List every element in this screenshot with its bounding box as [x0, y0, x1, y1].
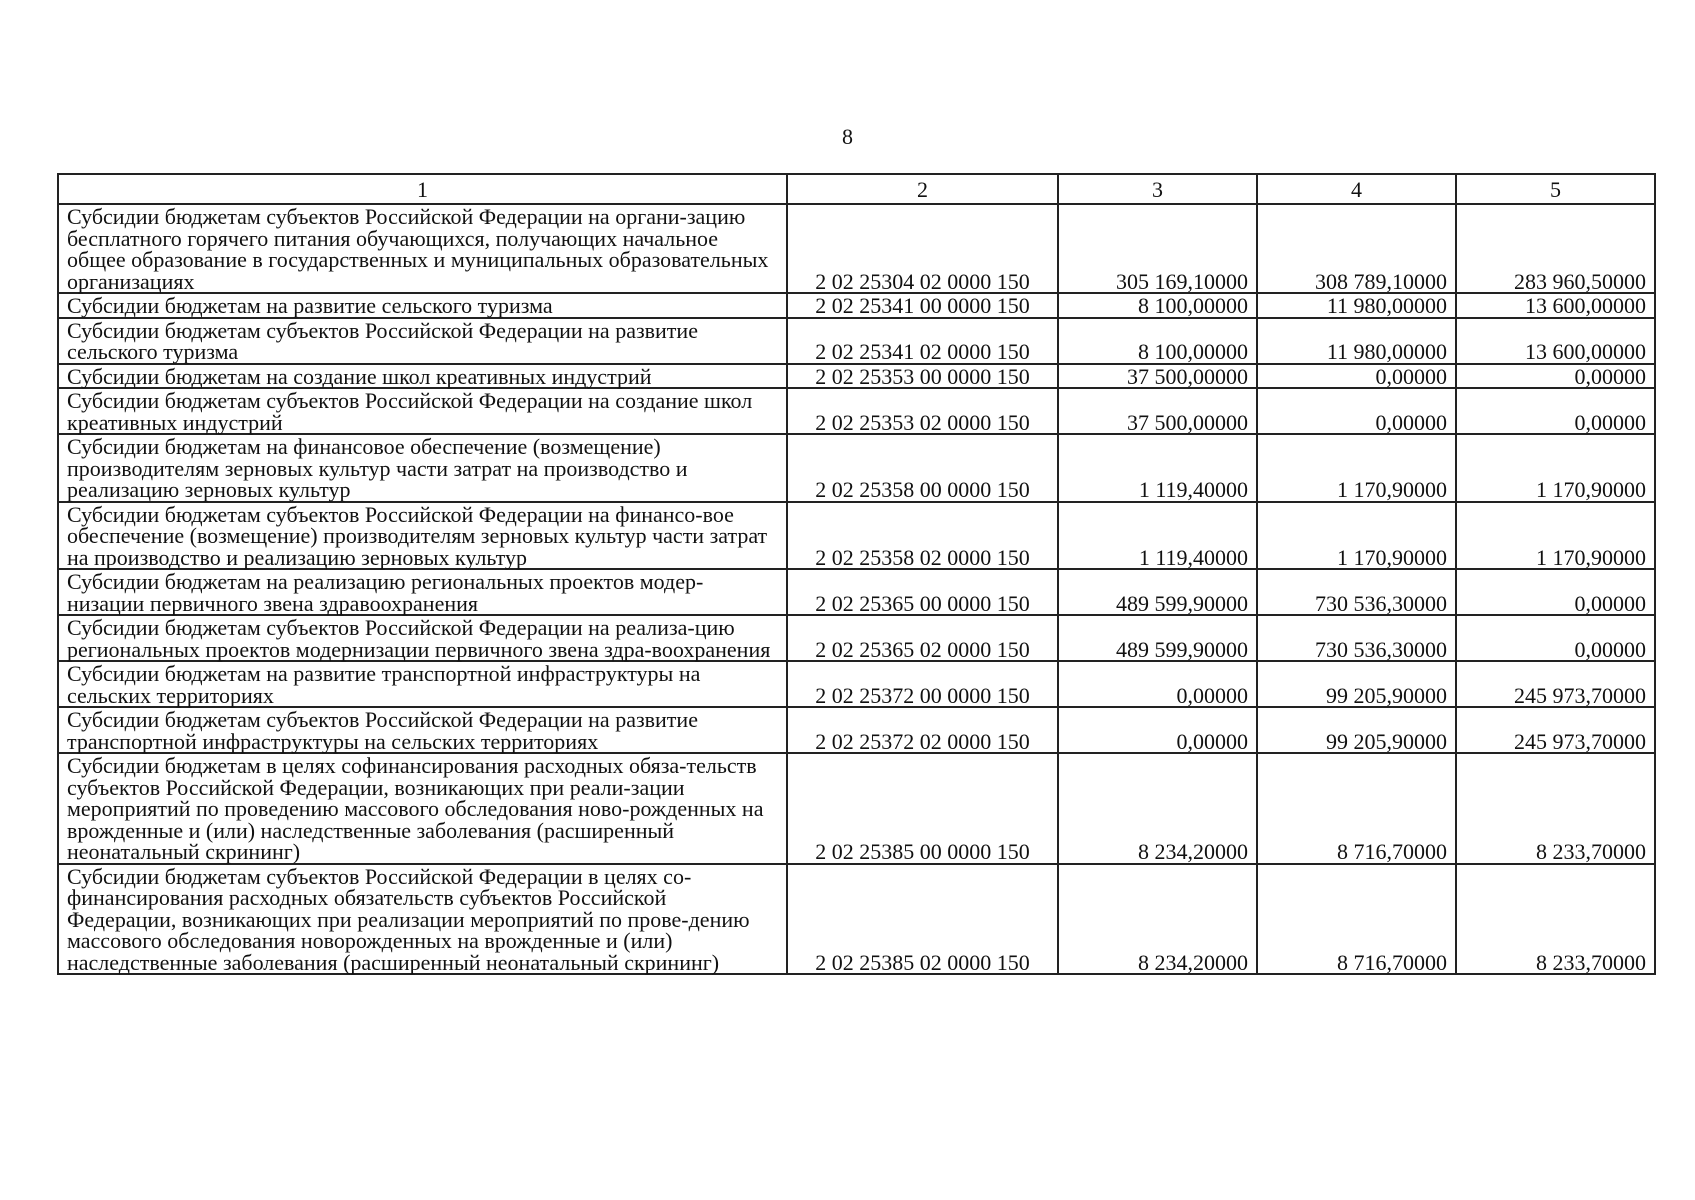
row-value-col4: 0,00000 [1257, 388, 1456, 434]
row-value-col3: 1 119,40000 [1058, 502, 1257, 570]
row-value-col3: 37 500,00000 [1058, 388, 1257, 434]
row-value-col3: 8 234,20000 [1058, 864, 1257, 975]
row-budget-code: 2 02 25358 00 0000 150 [787, 434, 1058, 502]
table-row [58, 388, 1655, 434]
row-budget-code: 2 02 25385 02 0000 150 [787, 864, 1058, 975]
table-row [58, 707, 1655, 753]
table-row [58, 864, 1655, 975]
column-header-2: 2 [787, 174, 1058, 204]
table-row [58, 293, 1655, 318]
row-value-col4: 8 716,70000 [1257, 753, 1456, 864]
row-budget-code: 2 02 25353 02 0000 150 [787, 388, 1058, 434]
row-value-col3: 1 119,40000 [1058, 434, 1257, 502]
row-value-col5: 13 600,00000 [1456, 318, 1655, 364]
row-value-col3: 0,00000 [1058, 661, 1257, 707]
row-value-col4: 1 170,90000 [1257, 502, 1456, 570]
row-budget-code: 2 02 25372 00 0000 150 [787, 661, 1058, 707]
row-description: Субсидии бюджетам субъектов Российской Федерации на финансо-вое обеспечение (возмещение) производителям зерновых культур части затрат на производство и реализацию зерновых культур [58, 502, 787, 570]
row-description: Субсидии бюджетам субъектов Российской Федерации на реализа-цию региональных проектов модернизации первичного звена здра-воохранения [58, 615, 787, 661]
table-header-row [58, 174, 1655, 204]
row-budget-code: 2 02 25365 00 0000 150 [787, 569, 1058, 615]
row-value-col3: 489 599,90000 [1058, 615, 1257, 661]
budget-table [57, 173, 1656, 975]
row-value-col5: 8 233,70000 [1456, 753, 1655, 864]
row-value-col3: 8 234,20000 [1058, 753, 1257, 864]
row-value-col4: 730 536,30000 [1257, 615, 1456, 661]
row-value-col3: 305 169,10000 [1058, 204, 1257, 293]
row-description: Субсидии бюджетам субъектов Российской Федерации на создание школ креативных индустрий [58, 388, 787, 434]
row-budget-code: 2 02 25385 00 0000 150 [787, 753, 1058, 864]
table-row [58, 318, 1655, 364]
row-value-col5: 1 170,90000 [1456, 434, 1655, 502]
column-header-3: 3 [1058, 174, 1257, 204]
column-header-5: 5 [1456, 174, 1655, 204]
row-budget-code: 2 02 25304 02 0000 150 [787, 204, 1058, 293]
row-budget-code: 2 02 25353 00 0000 150 [787, 364, 1058, 389]
row-description: Субсидии бюджетам на создание школ креативных индустрий [58, 364, 787, 389]
row-description: Субсидии бюджетам субъектов Российской Федерации на органи-зацию бесплатного горячего питания обучающихся, получающих начальное общее образование в государственных и муниципальных образовательных организациях [58, 204, 787, 293]
row-description: Субсидии бюджетам субъектов Российской Федерации на развитие сельского туризма [58, 318, 787, 364]
row-value-col3: 0,00000 [1058, 707, 1257, 753]
row-value-col3: 8 100,00000 [1058, 318, 1257, 364]
row-value-col5: 0,00000 [1456, 569, 1655, 615]
table-row [58, 753, 1655, 864]
row-value-col4: 11 980,00000 [1257, 293, 1456, 318]
row-value-col4: 730 536,30000 [1257, 569, 1456, 615]
row-description: Субсидии бюджетам в целях софинансирования расходных обяза-тельств субъектов Российской Федерации, возникающих при реали-зации мероприятий по проведению массового обследования ново-рожденных на врожденные и (или) наследственные заболевания (расширенный неонатальный скрининг) [58, 753, 787, 864]
row-value-col3: 37 500,00000 [1058, 364, 1257, 389]
table-row [58, 502, 1655, 570]
row-value-col4: 11 980,00000 [1257, 318, 1456, 364]
column-header-4: 4 [1257, 174, 1456, 204]
row-value-col5: 0,00000 [1456, 364, 1655, 389]
column-header-1: 1 [58, 174, 787, 204]
row-budget-code: 2 02 25372 02 0000 150 [787, 707, 1058, 753]
row-value-col4: 99 205,90000 [1257, 707, 1456, 753]
row-budget-code: 2 02 25358 02 0000 150 [787, 502, 1058, 570]
row-description: Субсидии бюджетам на развитие сельского туризма [58, 293, 787, 318]
table-row [58, 364, 1655, 389]
row-value-col4: 0,00000 [1257, 364, 1456, 389]
row-description: Субсидии бюджетам на развитие транспортной инфраструктуры на сельских территориях [58, 661, 787, 707]
table-row [58, 569, 1655, 615]
page-number: 8 [842, 124, 853, 149]
row-description: Субсидии бюджетам субъектов Российской Федерации в целях со-финансирования расходных обязательств субъектов Российской Федерации, возникающих при реализации мероприятий по прове-дению массового обследования новорожденных на врожденные и (или) наследственные заболевания (расширенный неонатальный скрининг) [58, 864, 787, 975]
row-value-col4: 308 789,10000 [1257, 204, 1456, 293]
row-description: Субсидии бюджетам субъектов Российской Федерации на развитие транспортной инфраструктуры на сельских территориях [58, 707, 787, 753]
row-value-col3: 489 599,90000 [1058, 569, 1257, 615]
row-value-col4: 99 205,90000 [1257, 661, 1456, 707]
table-row [58, 204, 1655, 293]
row-value-col5: 0,00000 [1456, 615, 1655, 661]
table-row [58, 661, 1655, 707]
row-value-col5: 283 960,50000 [1456, 204, 1655, 293]
row-value-col3: 8 100,00000 [1058, 293, 1257, 318]
row-value-col5: 245 973,70000 [1456, 661, 1655, 707]
row-value-col4: 8 716,70000 [1257, 864, 1456, 975]
row-value-col5: 0,00000 [1456, 388, 1655, 434]
row-budget-code: 2 02 25341 02 0000 150 [787, 318, 1058, 364]
row-description: Субсидии бюджетам на финансовое обеспечение (возмещение) производителям зерновых культур части затрат на производство и реализацию зерновых культур [58, 434, 787, 502]
row-value-col5: 1 170,90000 [1456, 502, 1655, 570]
row-value-col5: 13 600,00000 [1456, 293, 1655, 318]
row-value-col4: 1 170,90000 [1257, 434, 1456, 502]
row-value-col5: 245 973,70000 [1456, 707, 1655, 753]
row-budget-code: 2 02 25341 00 0000 150 [787, 293, 1058, 318]
table-row [58, 615, 1655, 661]
row-description: Субсидии бюджетам на реализацию региональных проектов модер-низации первичного звена здравоохранения [58, 569, 787, 615]
row-budget-code: 2 02 25365 02 0000 150 [787, 615, 1058, 661]
table-row [58, 434, 1655, 502]
row-value-col5: 8 233,70000 [1456, 864, 1655, 975]
